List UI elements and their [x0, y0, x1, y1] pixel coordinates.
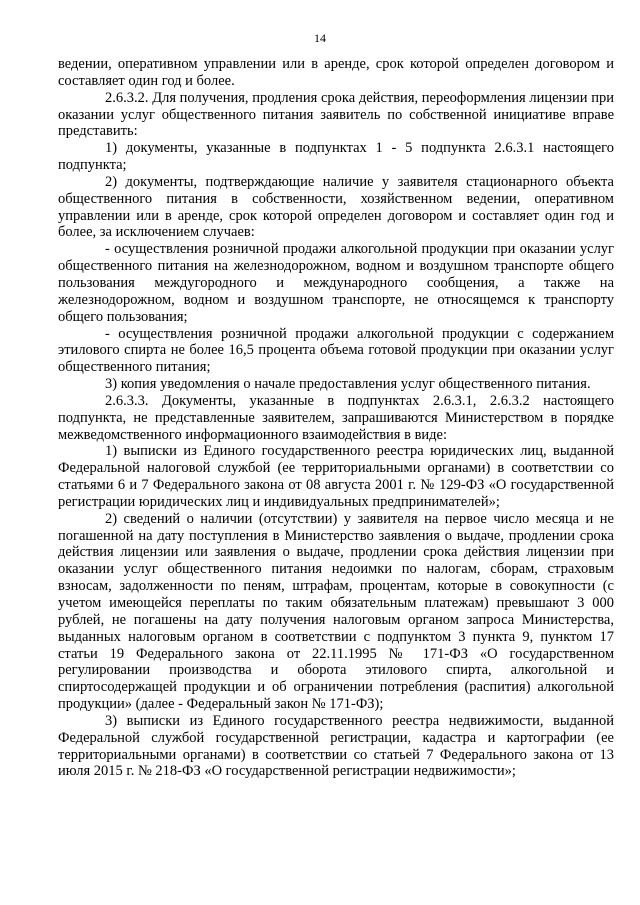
paragraph-2-6-3-3: 2.6.3.3. Документы, указанные в подпунктах 2.6.3.1, 2.6.3.2 настоящего подпункта, не представленные заявителем, запрашиваются Министерством в порядке межведомственного информационного взаимодействия в виде: — [58, 392, 614, 443]
paragraph-exception-1: - осуществления розничной продажи алкогольной продукции при оказании услуг общественного питания на железнодорожном, водном и воздушном транспорте общего пользования междугородного и международного сообщения, а также на железнодорожном, водном и воздушном транспорте, не относящемся к транспорту общего пользования; — [58, 241, 614, 325]
paragraph-request-3: 3) выписки из Единого государственного реестра недвижимости, выданной Федеральной службой государственной регистрации, кадастра и картографии (ее территориальными органами) в соответствии со статьей 7 Федерального закона от 13 июля 2015 г. № 218-ФЗ «О государственной регистрации недвижимости»; — [58, 712, 614, 780]
paragraph-item-1: 1) документы, указанные в подпунктах 1 - 5 подпункта 2.6.3.1 настоящего подпункта; — [58, 140, 614, 174]
paragraph-2-6-3-2: 2.6.3.2. Для получения, продления срока действия, переоформления лицензии при оказании услуг общественного питания заявитель по собственной инициативе вправе представить: — [58, 89, 614, 140]
paragraph-item-3: 3) копия уведомления о начале предоставления услуг общественного питания. — [105, 376, 591, 393]
paragraph-request-1: 1) выписки из Единого государственного реестра юридических лиц, выданной Федеральной налоговой службой (ее территориальными органами) в соответствии со статьями 6 и 7 Федерального закона от 08 августа 2001 г. № 129-ФЗ «О государственной регистрации юридических лиц и индивидуальных предпринимателей»; — [58, 443, 614, 510]
document-body — [58, 56, 614, 780]
page-number: 14 — [314, 31, 326, 45]
paragraph-request-2: 2) сведений о наличии (отсутствии) у заявителя на первое число месяца и не погашенной на дату поступления в Министерство заявления о выдаче, продлении срока действия лицензии или заявления о выдаче, продлении срока действия лицензии при оказании услуг общественного питания недоимки по налогам, сборам, страховым взносам, задолженности по пеням, штрафам, процентам, которые в совокупности (с учетом имеющейся переплаты по таким обязательным платежам) превышают 3 000 рублей, не погашены на дату получения налоговым органом запроса Министерства, выданных налоговым органом в соответствии с подпунктом 3 пункта 9, пунктом 17 статьи 19 Федерального закона от 22.11.1995 № 171-ФЗ «О государственном регулировании производства и оборота этилового спирта, алкогольной и спиртосодержащей продукции и об ограничении потребления (распития) алкогольной продукции» (далее - Федеральный закон № 171-ФЗ); — [58, 510, 614, 713]
paragraph-exception-2: - осуществления розничной продажи алкогольной продукции с содержанием этилового спирта не более 16,5 процента объема готовой продукции при оказании услуг общественного питания; — [58, 325, 614, 376]
paragraph-continuation: ведении, оперативном управлении или в аренде, срок которой определен договором и составляет один год и более. — [58, 56, 614, 89]
paragraph-item-2: 2) документы, подтверждающие наличие у заявителя стационарного объекта общественного питания в собственности, хозяйственном ведении, оперативном управлении или в аренде, срок которой определен договором и составляет один год и более, за исключением случаев: — [58, 173, 614, 241]
